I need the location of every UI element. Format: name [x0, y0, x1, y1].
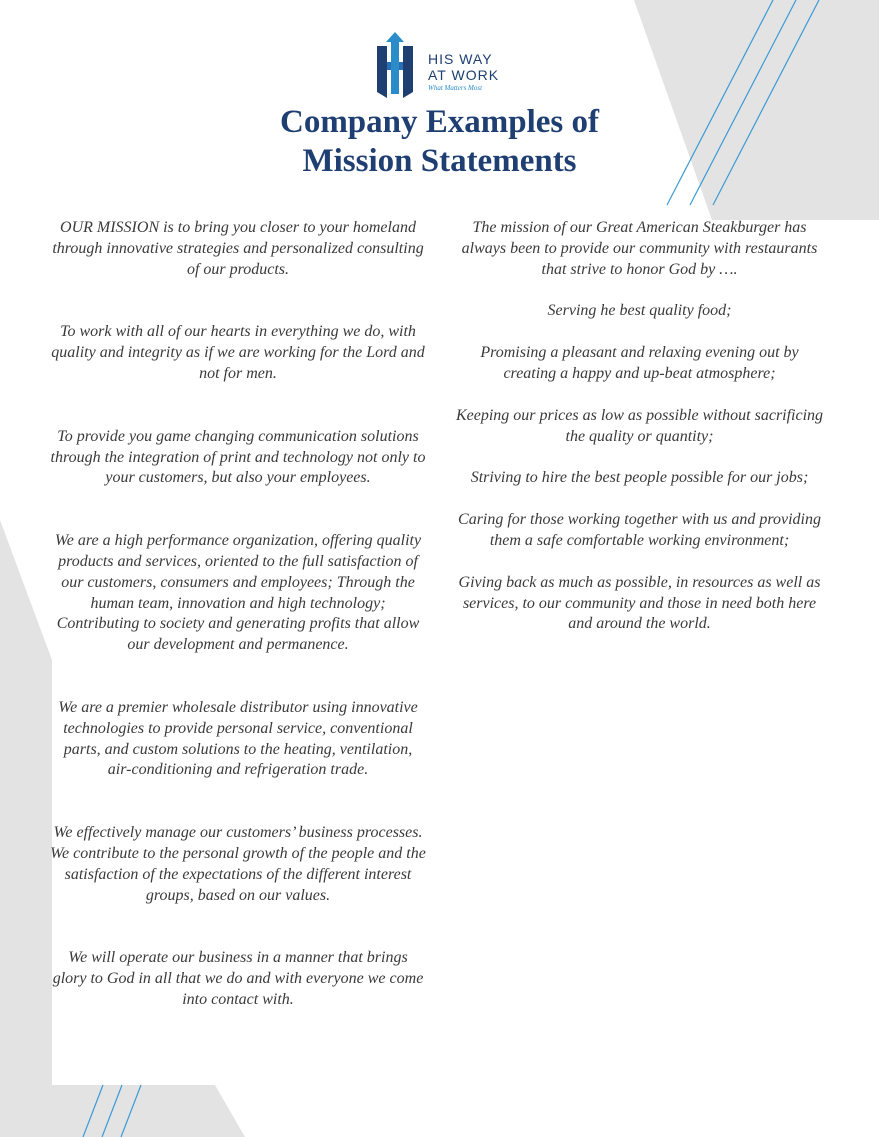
steakburger-point: Promising a pleasant and relaxing evening out by creating a happy and up-beat atmosphere;: [480, 344, 799, 382]
logo-text-line2: AT WORK: [428, 67, 500, 83]
page-title: [0, 103, 879, 181]
mission-statement: To provide you game changing communication solutions through the integration of print and technology not only to your customers, but also your employees.: [50, 427, 426, 487]
steakburger-point: Serving he best quality food;: [547, 302, 732, 320]
steakburger-point: Giving back as much as possible, in resources as well as services, to our community and those in need both here and around the world.: [458, 573, 821, 633]
steakburger-point: Keeping our prices as low as possible without sacrificing the quality or quantity;: [455, 406, 824, 445]
mission-statement: To work with all of our hearts in everything we do, with quality and integrity as if we are working for the Lord and not for men.: [51, 323, 425, 382]
page-title-line2: Mission Statements: [302, 143, 577, 179]
steakburger-point: Striving to hire the best people possible for our jobs;: [470, 469, 809, 487]
mission-statement: We are a high performance organization, offering quality products and services, oriented to the full satisfaction of our customers, consumers and employees; Through the human team, innovation and high technology; Contributing to society and generating profits that allow our development and permanence.: [54, 532, 422, 654]
logo-tagline: What Matters Most: [428, 84, 483, 92]
mission-statement: OUR MISSION is to bring you closer to your homeland through innovative strategies and personalized consulting of our products.: [52, 219, 424, 278]
steakburger-point: Caring for those working together with us and providing them a safe comfortable working environment;: [458, 511, 821, 549]
logo-text-line1: HIS WAY: [428, 51, 493, 67]
mission-statement: We are a premier wholesale distributor using innovative technologies to provide personal service, conventional parts, and custom solutions to the heating, ventilation, air-conditioning and refrigeration trade.: [58, 698, 418, 779]
mission-statement: We will operate our business in a manner that brings glory to God in all that we do and with everyone we come into contact with.: [52, 949, 424, 1008]
mission-statement: We effectively manage our customers’ business processes. We contribute to the personal growth of the people and the satisfaction of the expectations of the different interest groups, based on our values.: [50, 824, 426, 904]
gray-shape-bottom: [0, 1085, 245, 1137]
steakburger-intro: The mission of our Great American Steakburger has always been to provide our community with restaurants that strive to honor God by ….: [461, 219, 818, 278]
company-logo: [373, 32, 513, 102]
right-column: [452, 218, 827, 656]
logo-arrow-h-icon: [373, 32, 419, 102]
left-column: [50, 218, 426, 1053]
page-title-line1: Company Examples of: [279, 104, 600, 140]
gray-shape-left: [0, 520, 52, 1085]
